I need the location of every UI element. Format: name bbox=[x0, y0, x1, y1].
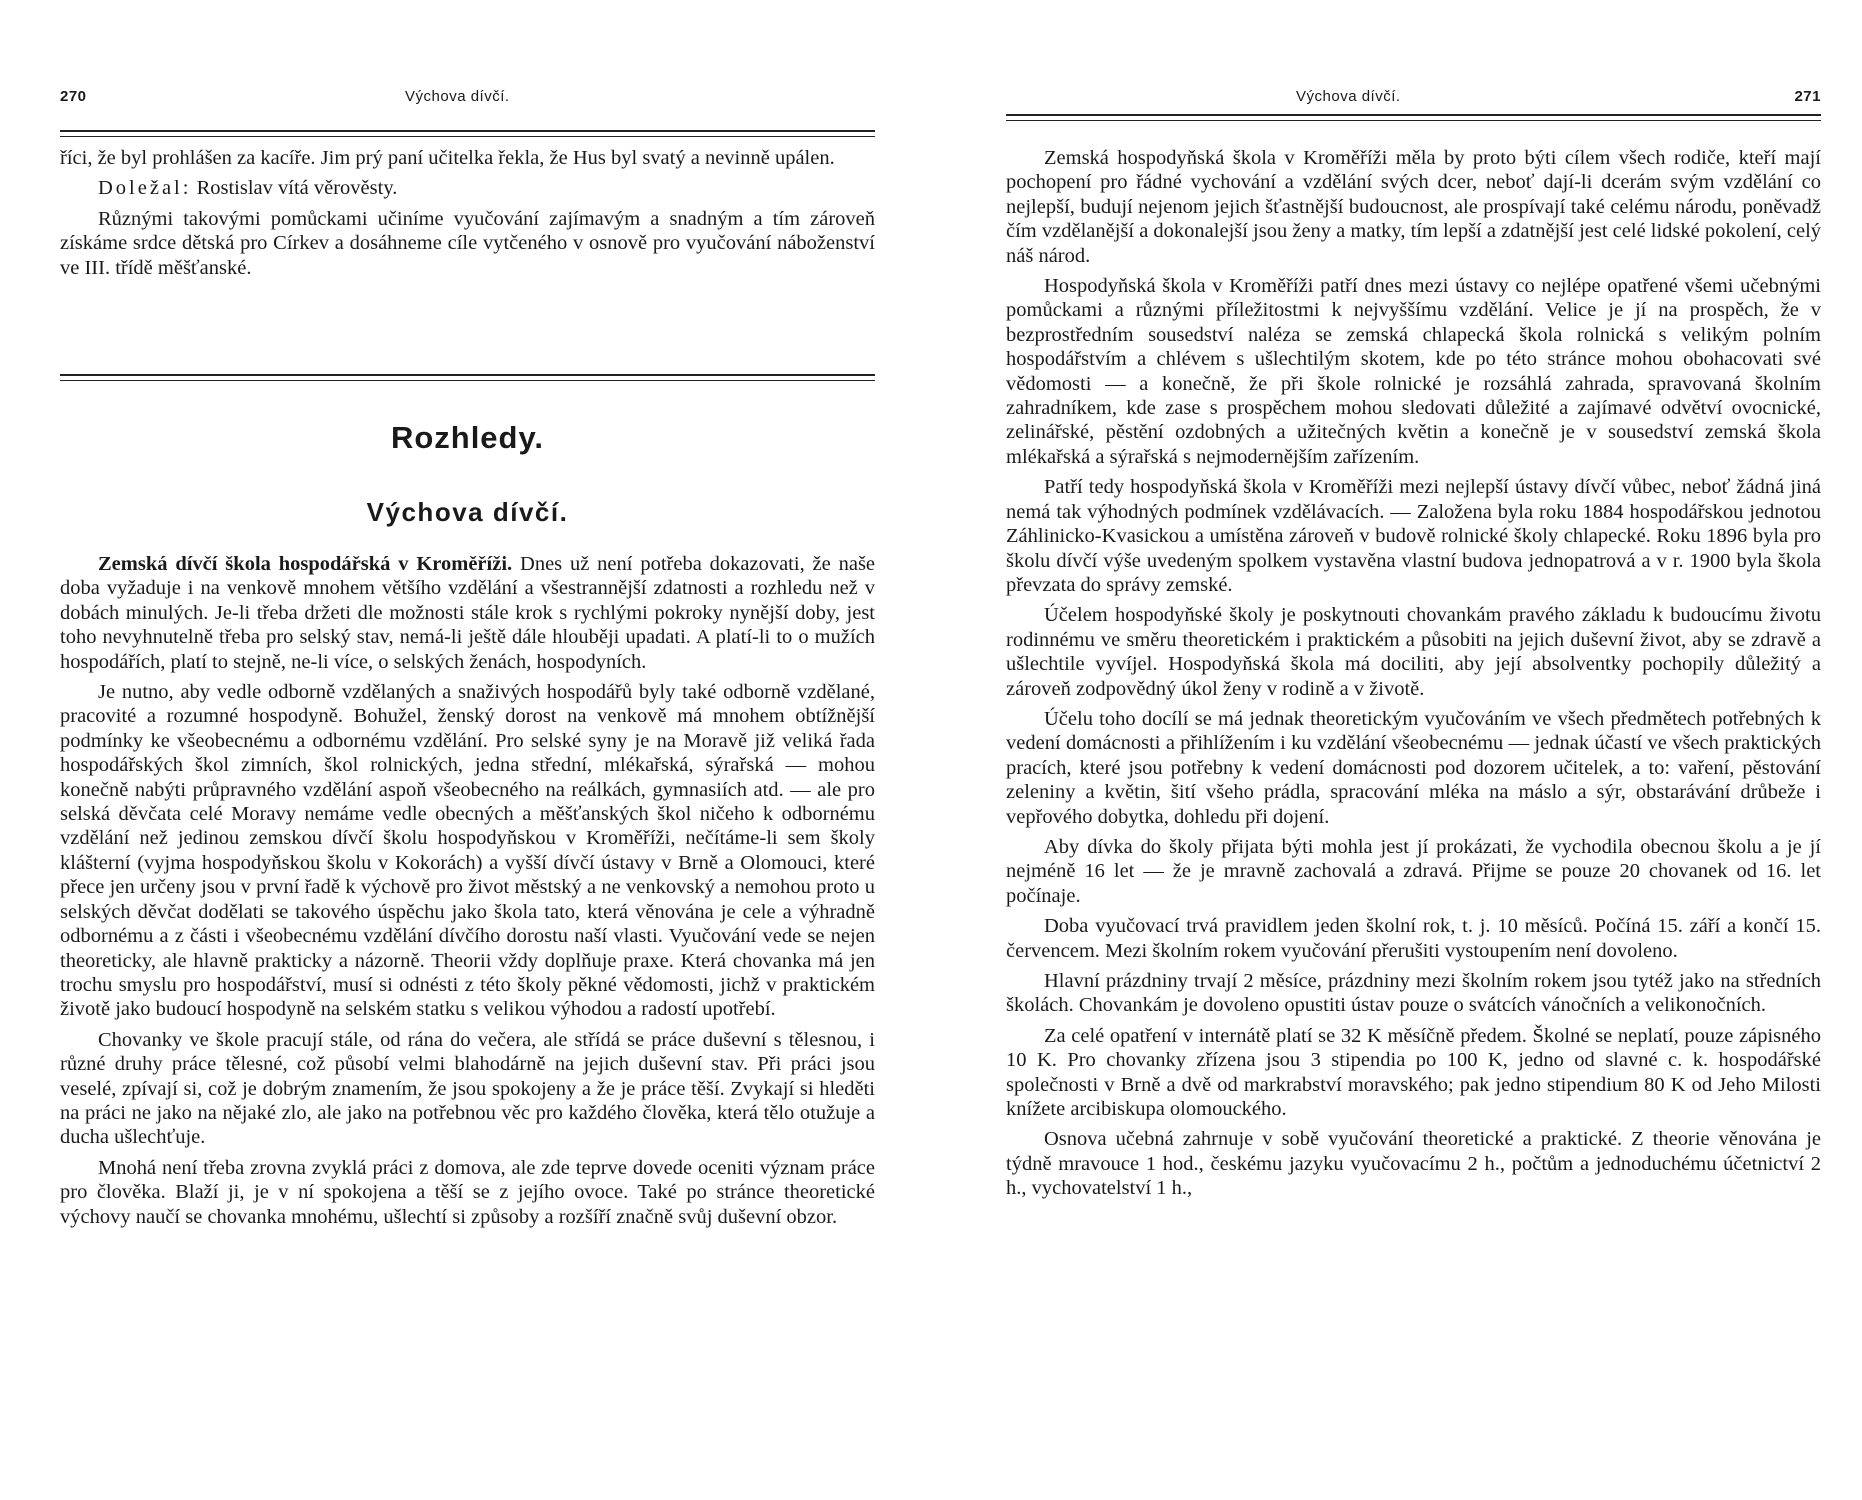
dialogue-line: Rostislav vítá věrověsty. bbox=[196, 177, 398, 200]
body-paragraph: Aby dívka do školy přijata býti mohla jest jí prokázati, že vychodila obecnou školu a je jí nejméně 16 let — že je mravně zachovalá a zdravá. Přijme se pouze 20 chovanek od 16. let počínaje. bbox=[1006, 835, 1821, 907]
right-page bbox=[931, 0, 1862, 1500]
body-paragraph: Chovanky ve škole pracují stále, od rána do večera, ale střídá se práce duševní s tělesnou, i různé druhy práce tělesné, což působí velmi blahodárně na jejich duševní stav. Při práci jsou veselé, zpívají si, což je dobrým znamením, že jsou spokojeny a že je práce těší. Zvykají si hleděti na práci ne jako na nějaké zlo, ale jako na potřebnou věc pro každého člověka, která tělo otužuje a ducha ušlechťuje. bbox=[60, 1028, 875, 1149]
subsection-title: Výchova dívčí. bbox=[366, 497, 569, 527]
body-paragraph: Zemská hospodyňská škola v Kroměříži měla by proto býti cílem všech rodiče, kteří mají pochopení pro řádné vychování a vzdělání svých dcer, neboť dají-li dcerám svým vzdělání co nejlepší, budují nejenom jejich šťastnější budoucnost, ale prospívají také celému národu, poněvadž čím vzdělanější a dokonalejší jsou ženy a matky, tím lepší a zdatnější jest celé lidské pokolení, celý náš národ. bbox=[1006, 147, 1822, 267]
body-paragraph: Hlavní prázdniny trvají 2 měsíce, prázdniny mezi školním rokem jsou tytéž jako na středních školách. Chovankám je dovoleno opustiti ústav pouze o svátcích vánočních a velikonočních. bbox=[1006, 970, 1821, 1017]
right-running-title: Výchova dívčí. bbox=[1296, 88, 1401, 105]
right-running-head bbox=[1006, 88, 1821, 110]
body-paragraph: Mnohá není třeba zrovna zvyklá práci z domova, ale zde teprve dovede oceniti význam práce pro člověka. Blaží ji, je v ní spokojena a těší se z jejího ovoce. Také po stránce theoretické výchovy naučí se chovanka mnohému, ušlechtí si způsoby a rozšíří značně svůj duševní obzor. bbox=[60, 1156, 875, 1228]
body-paragraph: Osnova učebná zahrnuje v sobě vyučování theoretické a praktické. Z theorie věnována je týdně mravouce 1 hod., českému jazyku vyučovacímu 2 h., počtům a jednoduchému účetnictví 2 h., vychovatelství 1 h., bbox=[1006, 1128, 1821, 1200]
body-paragraph: Doba vyučovací trvá pravidlem jeden školní rok, t. j. 10 měsíců. Počíná 15. září a končí 15. červencem. Mezi školním rokem vyučování přerušiti vystoupením není dovoleno. bbox=[1006, 915, 1821, 962]
body-paragraph: Účelem hospodyňské školy je poskytnouti chovankám pravého základu k budoucímu životu rodinnému ve směru theoretickém i praktickém a působiti na jejich duševní život, aby se zdravě a ušlechtile vyvíjel. Hospodyňská škola má dociliti, aby její absolventky pochopily důležitý a zároveň zodpovědný úkol ženy v rodině a v životě. bbox=[1006, 604, 1821, 700]
left-running-title: Výchova dívčí. bbox=[405, 88, 510, 105]
left-page-number: 270 bbox=[60, 88, 87, 105]
article-lead-paragraph bbox=[60, 552, 875, 674]
body-paragraph: Patří tedy hospodyňská škola v Kroměříži mezi nejlepší ústavy dívčí vůbec, neboť žádná jiná nemá tak výhodných podmínek vzdělávacích. — Založena byla roku 1884 hospodářskou jednotou Záhlinicko-Kvasickou a umístěna zároveň v budově rolnické školy chlapecké. Roku 1896 byla pro školu dívčí výše uvedeným spolkem vystavěna vlastní budova jednopatrová a v r. 1900 byla škola převzata do správy zemské. bbox=[1006, 476, 1821, 596]
left-running-head bbox=[60, 88, 875, 110]
speaker-name: Doležal: bbox=[98, 177, 192, 200]
article-body bbox=[60, 552, 875, 1235]
right-page-number: 271 bbox=[1794, 88, 1821, 105]
section-title: Rozhledy. bbox=[390, 420, 545, 455]
dialogue-paragraph bbox=[60, 176, 875, 200]
body-paragraph: Účelu toho docílí se má jednak theoretickým vyučováním ve všech předmětech potřebných k vedení domácnosti a přihlížením i ku vzdělání všeobecnému — jednak účastí ve všech praktických pracích, které jsou potřebny k vedení domácnosti pod dozorem učitelek, a to: vaření, pěstování zeleniny a květin, šití všeho prádla, spracování mléka na máslo a sýr, obstarávání drůbeže i vepřového dobytka, dohledu při dojení. bbox=[1006, 707, 1821, 828]
left-header-rule bbox=[60, 130, 875, 137]
continued-paragraph: říci, že byl prohlášen za kacíře. Jim prý paní učitelka řekla, že Hus byl svatý a nevinně upálen. bbox=[60, 147, 835, 169]
right-header-rule bbox=[1006, 114, 1821, 121]
right-body bbox=[1006, 146, 1821, 1207]
section-divider bbox=[60, 374, 875, 381]
body-paragraph: Je nutno, aby vedle odborně vzdělaných a snaživých hospodářů byly také odborně vzdělané, pracovité a rozumné hospodyně. Bohužel, ženský dorost na venkově má mnohem obtížnější podmínky ke všeobecnému a odbornému vzdělání. Pro selské syny je na Moravě již veliká řada hospodářských škol zimních, škol rolnických, jedna střední, mlékařská, sýrařská — mohou konečně nabýti průpravného vzdělání aspoň všeobecného na reálkách, gymnasiích atd. — ale pro selská děvčata celé Moravy nemáme vedle obecných a měšťanských škol ničeho k odbornému vzdělání než jedinou zemskou dívčí školu hospodyňskou v Kroměříži, nečítáme-li sem školy klášterní (vyjma hospodyňskou školu v Kokorách) a vyšší dívčí ústavy v Brně a Olomouci, které přece jen určeny jsou v první řadě k výchově pro život městský a ne venkovský a nemohou proto u selských děvčat dodělati se takového úspěchu jako škola tato, která věnována je cele a výhradně odbornému a z části i všeobecnému vzdělání dívčího dorostu naší vlasti. Vyučování vede se nejen theoreticky, ale hlavně prakticky a názorně. Theorii vždy doplňuje praxe. Která chovanka má jen trochu smyslu pro hospodářství, musí si odnésti z této školy pěkné vědomosti, jichž v praktickém životě jako budoucí hospodyně na selském statku s velikou výhodou a radostí upotřebí. bbox=[60, 681, 875, 1021]
left-top-text bbox=[60, 146, 875, 286]
article-lead-text: Dnes už není potřeba dokazovati, že naše doba vyžaduje i na venkově mnohem většího vzdělání a všestrannější zdatnosti a rozhledu než v dobách minulých. Je-li třeba držeti dle možnosti stále krok s rychlými pokroky nynější doby, jest toho nevyhnutelně třeba pro selský stav, nemá-li ještě dále hlouběji upadati. A platí-li to o mužích hospodářích, platí to stejně, ne-li více, o selských ženách, hospodyních. bbox=[60, 553, 876, 673]
article-title: Zemská dívčí škola hospodářská v Kroměříži. bbox=[98, 553, 513, 575]
body-paragraph: Za celé opatření v internátě platí se 32 K měsíčně předem. Školné se neplatí, pouze zápisného 10 K. Pro chovanky zřízena jsou 3 stipendia po 100 K, jedno od slavné c. k. hospodářské společnosti v Brně a dvě od markrabství moravského; pak jedno stipendium 80 K od Jeho Milosti knížete arcibiskupa olomouckého. bbox=[1006, 1024, 1821, 1121]
closing-paragraph: Různými takovými pomůckami učiníme vyučování zajímavým a snadným a tím zároveň získáme srdce dětská pro Církev a dosáhneme cíle vytčeného v osnově pro vyučování náboženství ve III. třídě měšťanské. bbox=[60, 207, 875, 279]
body-paragraph: Hospodyňská škola v Kroměříži patří dnes mezi ústavy co nejlépe opatřené všemi učebnými pomůckami a různými příležitostmi k nejvyššímu vzdělání. Velice je jí na prospěch, že v bezprostředním sousedství naléza se zemská chlapecká škola rolnická s velikým polním hospodářstvím a chlévem s ušlechtilým skotem, kde po této stránce mohou obohacovati své vědomosti — a konečně, že při škole rolnické je rozsáhlá zahrada, spravovaná školním zahradníkem, kde zase s prospěchem mohou sledovati důležité a zajímavé odvětví ovocnické, zelinářské, pěstění ozdobných a užitečných květin a konečně je v sousedství zemská škola mlékařská a sýrařská s nejmodernějším zařízením. bbox=[1006, 275, 1821, 468]
